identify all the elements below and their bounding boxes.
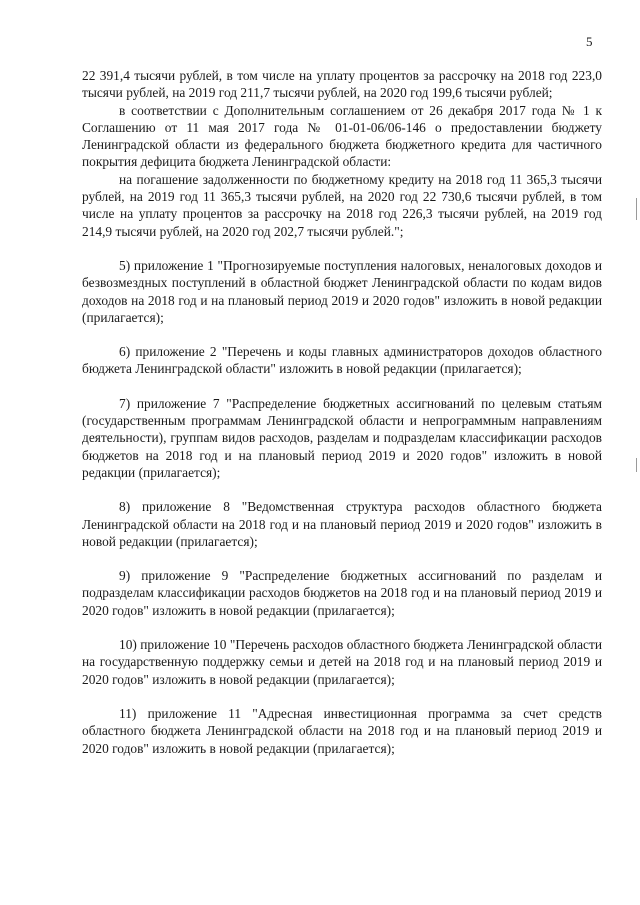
paragraph-item-9: 9) приложение 9 "Распределение бюджетных ассигнований по разделам и подразделам классификации расходов бюджетов на 2018 год и на плановый период 2019 и 2020 годов" изложить в новой редакции (прилагается);	[82, 568, 602, 618]
page-number: 5	[586, 34, 593, 49]
paragraph-item-11: 11) приложение 11 "Адресная инвестиционная программа за счет средств областного бюджета Ленинградской области на 2018 год и на плановый период 2019 и 2020 годов" изложить в новой редакции (прилагается);	[82, 705, 602, 756]
paragraph-continuation: 22 391,4 тысячи рублей, в том числе на уплату процентов за рассрочку на 2018 год 223,0 тысячи рублей, на 2019 год 211,7 тысячи рублей, на 2020 год 199,6 тысячи рублей;	[82, 68, 602, 101]
paragraph-item-6: 6) приложение 2 "Перечень и коды главных администраторов доходов областного бюджета Ленинградской области" изложить в новой редакции (прилагается);	[82, 344, 602, 377]
scan-edge-mark	[636, 458, 637, 472]
scan-edge-mark	[636, 198, 637, 220]
paragraph-debt-repayment: на погашение задолженности по бюджетному кредиту на 2018 год 11 365,3 тысячи рублей, на 2019 год 11 365,3 тысячи рублей, на 2020 год 22 730,6 тысячи рублей, в том числе на уплату процентов за рассрочку на 2018 год 226,3 тысячи рублей, на 2019 год 214,9 тысячи рублей, на 2020 год 202,7 тысячи рублей.";	[82, 171, 602, 239]
paragraph-item-5: 5) приложение 1 "Прогнозируемые поступления налоговых, неналоговых доходов и безвозмездных поступлений в областной бюджет Ленинградской области по кодам видов доходов на 2018 год и на плановый период 2019 и 2020 годов" изложить в новой редакции (прилагается);	[82, 257, 602, 325]
paragraph-item-8: 8) приложение 8 "Ведомственная структура расходов областного бюджета Ленинградской области на 2018 год и на плановый период 2019 и 2020 годов" изложить в новой редакции (прилагается);	[82, 499, 602, 549]
document-body	[82, 67, 602, 757]
paragraph-item-10: 10) приложение 10 "Перечень расходов областного бюджета Ленинградской области на государственную поддержку семьи и детей на 2018 год и на плановый период 2019 и 2020 годов" изложить в новой редакции (прилагается);	[82, 637, 602, 687]
paragraph-agreement: в соответствии с Дополнительным соглашением от 26 декабря 2017 года № 1 к Соглашению от 11 мая 2017 года № 01-01-06/06-146 о предоставлении бюджету Ленинградской области из федерального бюджета бюджетного кредита для частичного покрытия дефицита бюджета Ленинградской области:	[82, 102, 602, 170]
paragraph-item-7: 7) приложение 7 "Распределение бюджетных ассигнований по целевым статьям (государственным программам Ленинградской области и непрограммным направлениям деятельности), группам видов расходов, разделам и подразделам классификации расходов бюджетов на 2018 год и на плановый период 2019 и 2020 годов" изложить в новой редакции (прилагается);	[82, 395, 602, 480]
